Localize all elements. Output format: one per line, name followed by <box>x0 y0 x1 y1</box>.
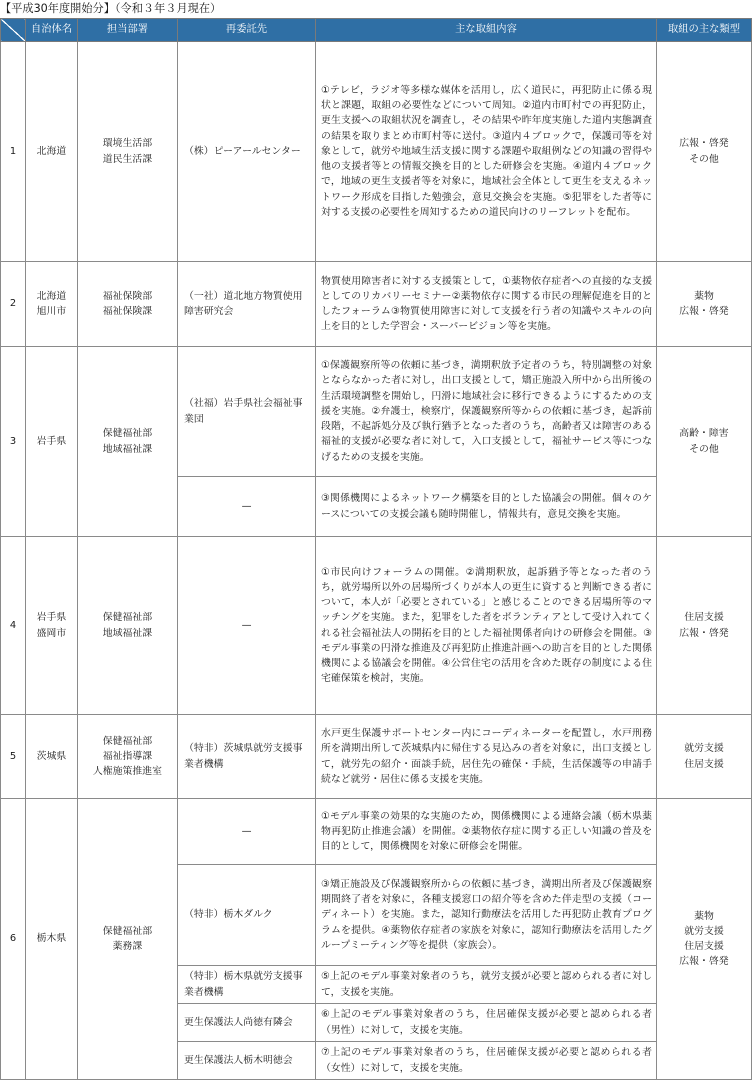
municipality-cell: 北海道 <box>26 42 78 262</box>
row-number: 5 <box>1 715 26 799</box>
header-number-cell <box>1 19 26 42</box>
subcontractor-cell: — <box>178 799 316 865</box>
activities-cell: ⑤上記のモデル事業対象者のうち，就労支援が必要と認められる者に対して，支援を実施。 <box>316 966 657 1004</box>
department-cell: 保健福祉部 地域福祉課 <box>78 537 178 715</box>
program-table <box>0 18 752 1080</box>
table-caption: 【平成30年度開始分】（令和３年３月現在） <box>0 2 222 15</box>
category-cell: 薬物 就労支援 住居支援 広報・啓発 <box>657 799 752 1080</box>
municipality-cell: 岩手県 盛岡市 <box>26 537 78 715</box>
header-subcontractor: 再委託先 <box>178 19 316 42</box>
row-number: 6 <box>1 799 26 1080</box>
category-cell: 就労支援 住居支援 <box>657 715 752 799</box>
category-cell: 広報・啓発 その他 <box>657 42 752 262</box>
table-row <box>1 537 752 715</box>
table-row <box>1 347 752 477</box>
activities-cell: 水戸更生保護サポートセンター内にコーディネーターを配置し，水戸刑務所を満期出所して茨城県内に帰住する見込みの者を対象に，出口支援として，就労先の紹介・面談手続，居住先の確保・手続，生活保護等の申請手続など就労・居住に係る支援を実施。 <box>316 715 657 799</box>
activities-cell: ①モデル事業の効果的な実施のため，関係機関による連絡会議（栃木県薬物再犯防止推進会議）を開催。②薬物依存症に関する正しい知識の普及を目的として，関係機関を対象に研修会を開催。 <box>316 799 657 865</box>
subcontractor-cell: （一社）道北地方物質使用障害研究会 <box>178 262 316 347</box>
activities-cell: ③矯正施設及び保護観察所からの依頼に基づき，満期出所者及び保護観察期間終了者を対象に，各種支援窓口の紹介等を含めた伴走型の支援（コーディネート）を実施。また，認知行動療法を活用した再犯防止教育プログラムを提供。④薬物依存症者の家族を対象に，認知行動療法を活用したグループミーティング等を提供（家族会）。 <box>316 865 657 966</box>
activities-cell: ③関係機関によるネットワーク構築を目的とした協議会の開催。個々のケースについての支援会議も随時開催し，情報共有，意見交換を実施。 <box>316 477 657 537</box>
activities-cell: ⑥上記のモデル事業対象者のうち，住居確保支援が必要と認められる者（男性）に対して，支援を実施。 <box>316 1004 657 1042</box>
activities-cell: ①保護観察所等の依頼に基づき，満期釈放予定者のうち，特別調整の対象とならなかった者に対し，出口支援として，矯正施設入所中から出所後の生活環境調整を開始し，円滑に地域社会に移行できるようにするための支援を実施。②弁護士，検察庁，保護観察所等からの依頼に基づき，起訴前段階，不起訴処分及び執行猶予となった者のうち，高齢者又は障害のある福祉的支援が必要な者に対して，入口支援として，福祉サービス等につなげるための支援を実施。 <box>316 347 657 477</box>
header-category: 取組の主な類型 <box>657 19 752 42</box>
header-row <box>1 19 752 42</box>
table-row <box>1 42 752 262</box>
category-cell: 薬物 広報・啓発 <box>657 262 752 347</box>
header-activities: 主な取組内容 <box>316 19 657 42</box>
subcontractor-cell: （特非）栃木県就労支援事業者機構 <box>178 966 316 1004</box>
department-cell: 保健福祉部 福祉指導課 人権施策推進室 <box>78 715 178 799</box>
municipality-cell: 北海道 旭川市 <box>26 262 78 347</box>
header-municipality: 自治体名 <box>26 19 78 42</box>
department-cell: 環境生活部 道民生活課 <box>78 42 178 262</box>
municipality-cell: 岩手県 <box>26 347 78 537</box>
row-number: 3 <box>1 347 26 537</box>
category-cell: 高齢・障害 その他 <box>657 347 752 537</box>
subcontractor-cell: 更生保護法人尚徳有隣会 <box>178 1004 316 1042</box>
row-number: 1 <box>1 42 26 262</box>
department-cell: 福祉保険部 福祉保険課 <box>78 262 178 347</box>
table-row <box>1 262 752 347</box>
subcontractor-cell: （特非）栃木ダルク <box>178 865 316 966</box>
subcontractor-cell: （社福）岩手県社会福祉事業団 <box>178 347 316 477</box>
department-cell: 保健福祉部 薬務課 <box>78 799 178 1080</box>
row-number: 4 <box>1 537 26 715</box>
activities-cell: ①市民向けフォーラムの開催。②満期釈放，起訴猶予等となった者のうち，就労場所以外の居場所づくりが本人の更生に資すると判断できる者について，本人が「必要とされている」と感じることのできる居場所等のマッチングを実施。また，犯罪をした者をボランティアとして受け入れてくれる社会福祉法人の開拓を目的とした福祉関係者向けの研修会を開催。③モデル事業の円滑な推進及び再犯防止推進計画への助言を目的とした関係機関による協議会を開催。④公営住宅の活用を含めた既存の制度による住宅確保策を検討，実施。 <box>316 537 657 715</box>
category-cell: 住居支援 広報・啓発 <box>657 537 752 715</box>
municipality-cell: 茨城県 <box>26 715 78 799</box>
header-department: 担当部署 <box>78 19 178 42</box>
subcontractor-cell: — <box>178 537 316 715</box>
subcontractor-cell: 更生保護法人栃木明徳会 <box>178 1042 316 1080</box>
activities-cell: ①テレビ，ラジオ等多様な媒体を活用し，広く道民に，再犯防止に係る現状と課題，取組の必要性などについて周知。②道内市町村での再犯防止，更生支援への取組状況を調査し，その結果や昨年度実施した道内実態調査の結果を取りまとめ市町村等に送付。③道内４ブロックで，保護司等を対象として，就労や地域生活支援に関する課題や取組例などの知識の習得や他の支援者等との情報交換を目的とした研修会を実施。④道内４ブロックで，地域の更生支援者等を対象に，地域社会全体として更生を支えるネットワーク形成を目指した勉強会，意見交換会を実施。⑤犯罪をした者等に対する支援の必要性を周知するための道民向けのリーフレットを配布。 <box>316 42 657 262</box>
subcontractor-cell: — <box>178 477 316 537</box>
table-row <box>1 799 752 865</box>
table-row <box>1 715 752 799</box>
department-cell: 保健福祉部 地域福祉課 <box>78 347 178 537</box>
municipality-cell: 栃木県 <box>26 799 78 1080</box>
row-number: 2 <box>1 262 26 347</box>
subcontractor-cell: （株）ピーアールセンター <box>178 42 316 262</box>
activities-cell: 物質使用障害者に対する支援策として，①薬物依存症者への直接的な支援としてのリカバリーセミナー②薬物依存に関する市民の理解促進を目的としたフォーラム③物質使用障害に対して支援を行う者の知識やスキルの向上を目的とした学習会・スーパービジョン等を実施。 <box>316 262 657 347</box>
activities-cell: ⑦上記のモデル事業対象者のうち，住居確保支援が必要と認められる者（女性）に対して，支援を実施。 <box>316 1042 657 1080</box>
subcontractor-cell: （特非）茨城県就労支援事業者機構 <box>178 715 316 799</box>
